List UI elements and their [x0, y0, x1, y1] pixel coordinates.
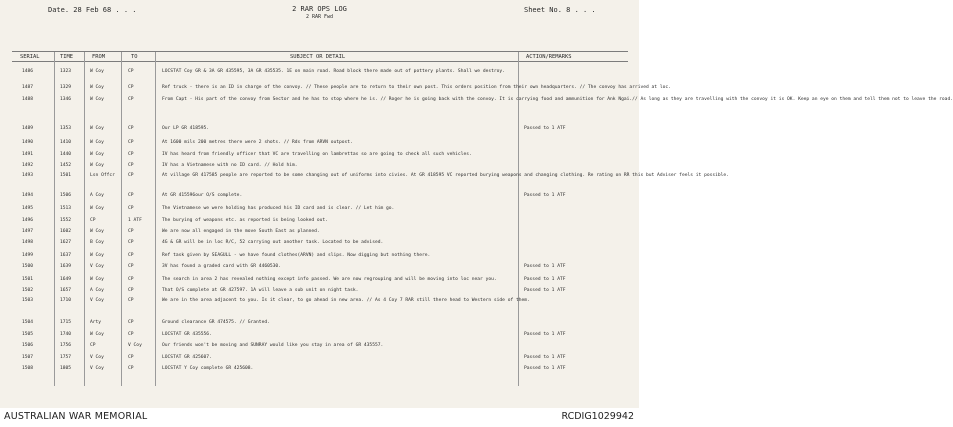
entry-detail: At GR 415596our O/S complete. [162, 193, 243, 198]
entry-to: CP [128, 173, 134, 178]
entry-to: CP [128, 264, 134, 269]
entry-detail: We are in the area adjacent to you. Is it clear, to go ahead in new area. // As 4 Coy 7 RAR still there head to Western side of them. [162, 298, 530, 303]
entry-serial: 1507 [22, 355, 34, 360]
entry-time: 1715 [60, 320, 72, 325]
entry-from: W Coy [90, 97, 104, 102]
entry-to: CP [128, 320, 134, 325]
entry-detail: The Vietnamese we were holding has produced his ID card and is clear. // Let him go. [162, 206, 395, 211]
entry-serial: 1502 [22, 288, 34, 293]
entry-detail: From Capt - His part of the convoy from Sector and he has to stop where he is. // Roger he is going back with the convoy. It is carrying food and ammunition for Ank Ngai.// As long as they are travelling with the convoy it is OK. Keep an eye on them and tell them not to leave the road. [162, 97, 953, 102]
log-title: 2 RAR OPS LOG [292, 5, 347, 13]
entry-serial: 1494 [22, 193, 34, 198]
entry-to: CP [128, 97, 134, 102]
entry-from: W Coy [90, 140, 104, 145]
entry-from: W Coy [90, 277, 104, 282]
entry-serial: 1491 [22, 152, 34, 157]
entry-to: 1 ATF [128, 218, 142, 223]
entry-action: Passed to 1 ATF [524, 288, 566, 293]
entry-to: CP [128, 253, 134, 258]
column-header-serial: SERIAL [20, 54, 40, 60]
entry-serial: 1488 [22, 97, 34, 102]
entry-detail: Our LP GR 418595. [162, 126, 210, 131]
entry-time: 1756 [60, 343, 72, 348]
entry-time: 1657 [60, 288, 72, 293]
header-bottom-rule [12, 61, 628, 62]
entry-from: Lsn Offcr [90, 173, 115, 178]
entry-time: 1513 [60, 206, 72, 211]
column-divider [84, 52, 85, 386]
column-divider [121, 52, 122, 386]
column-header-from: FROM [92, 54, 105, 60]
entry-from: W Coy [90, 229, 104, 234]
entry-from: W Coy [90, 163, 104, 168]
entry-serial: 1487 [22, 85, 34, 90]
entry-serial: 1489 [22, 126, 34, 131]
entry-detail: IV has heard from friendly officer that VC are travelling on lambrettas so are going to check all such vehicles. [162, 152, 472, 157]
entry-from: W Coy [90, 332, 104, 337]
entry-to: CP [128, 355, 134, 360]
entry-to: CP [128, 240, 134, 245]
entry-detail: LOCSTAT GR 425607. [162, 355, 212, 360]
entry-to: V Coy [128, 343, 142, 348]
entry-to: CP [128, 193, 134, 198]
entry-action: Passed to 1 ATF [524, 355, 566, 360]
entry-serial: 1490 [22, 140, 34, 145]
entry-detail: LOCSTAT Y Coy complete GR 425608. [162, 366, 254, 371]
column-header-action: ACTION/REMARKS [526, 54, 572, 60]
entry-from: V Coy [90, 366, 104, 371]
entry-to: CP [128, 140, 134, 145]
entry-from: Arty [90, 320, 102, 325]
entry-to: CP [128, 366, 134, 371]
entry-time: 1501 [60, 173, 72, 178]
entry-detail: Ground clearance GR 474575. // Granted. [162, 320, 270, 325]
entry-action: Passed to 1 ATF [524, 264, 566, 269]
entry-detail: 3V has found a graded card with GR 4460530. [162, 264, 281, 269]
archive-footer [0, 408, 639, 427]
sheet-number: Sheet No. 8 . . . [524, 6, 596, 14]
entry-serial: 1503 [22, 298, 34, 303]
entry-detail: Ref task given by SEAGULL - we have found clothes(ARVN) and slips. Now digging but nothing there. [162, 253, 431, 258]
archive-reference: RCDIG1029942 [561, 411, 634, 422]
entry-detail: Our friends won't be moving and SUNRAY would like you stay in area of GR 435557. [162, 343, 384, 348]
entry-to: CP [128, 163, 134, 168]
entry-time: 1627 [60, 240, 72, 245]
entry-time: 1329 [60, 85, 72, 90]
entry-from: W Coy [90, 253, 104, 258]
entry-detail: 4G & GR will be in loc R/C, 52 carrying out another task. Located to be advised. [162, 240, 384, 245]
entry-to: CP [128, 298, 134, 303]
column-header-time: TIME [60, 54, 73, 60]
entry-to: CP [128, 288, 134, 293]
entry-detail: At village GR 417585 people are reported to be some changing out of uniforms into civies. At GR 418595 VC reported burying weapons and changing clothing. Re rating on RR this but Adviser feels it possible. [162, 173, 729, 178]
entry-serial: 1506 [22, 343, 34, 348]
entry-action: Passed to 1 ATF [524, 332, 566, 337]
entry-time: 1440 [60, 152, 72, 157]
entry-time: 1506 [60, 193, 72, 198]
entry-from: A Coy [90, 288, 104, 293]
entry-detail: Ref truck - there is an ID in charge of the convoy. // These people are to return to their own post. This orders position from their own headquarters. // The convoy has arrived at loc. [162, 85, 671, 90]
entry-to: CP [128, 332, 134, 337]
entry-detail: At 1600 mils 200 metres there were 2 shots. // Rds from ARVN outpost. [162, 140, 353, 145]
entry-detail: The burying of weapons etc. as reported is being looked out. [162, 218, 328, 223]
entry-time: 1805 [60, 366, 72, 371]
log-subtitle: 2 RAR Fwd [305, 14, 334, 20]
column-header-detail: SUBJECT OR DETAIL [290, 54, 346, 60]
entry-from: W Coy [90, 85, 104, 90]
entry-from: V Coy [90, 298, 104, 303]
entry-to: CP [128, 85, 134, 90]
column-header-to: TO [131, 54, 138, 60]
entry-to: CP [128, 277, 134, 282]
entry-from: B Coy [90, 240, 104, 245]
entry-time: 1602 [60, 229, 72, 234]
entry-from: CP [90, 218, 96, 223]
entry-serial: 1499 [22, 253, 34, 258]
entry-time: 1410 [60, 140, 72, 145]
entry-from: V Coy [90, 355, 104, 360]
entry-serial: 1504 [22, 320, 34, 325]
entry-serial: 1495 [22, 206, 34, 211]
entry-detail: LOCSTAT GR 435556. [162, 332, 212, 337]
entry-serial: 1493 [22, 173, 34, 178]
entry-time: 1649 [60, 277, 72, 282]
log-date: Date. 28 Feb 68 . . . [48, 6, 137, 14]
entry-serial: 1501 [22, 277, 34, 282]
entry-from: CP [90, 343, 96, 348]
entry-to: CP [128, 206, 134, 211]
entry-from: W Coy [90, 152, 104, 157]
entry-to: CP [128, 126, 134, 131]
entry-time: 1346 [60, 97, 72, 102]
archive-name: AUSTRALIAN WAR MEMORIAL [4, 411, 148, 422]
entry-time: 1452 [60, 163, 72, 168]
entry-serial: 1508 [22, 366, 34, 371]
column-divider [54, 52, 55, 386]
entry-action: Passed to 1 ATF [524, 126, 566, 131]
entry-detail: We are now all engaged in the move South East as planned. [162, 229, 320, 234]
header-top-rule [12, 51, 628, 52]
entry-time: 1740 [60, 332, 72, 337]
entry-serial: 1497 [22, 229, 34, 234]
entry-from: A Coy [90, 193, 104, 198]
entry-to: CP [128, 152, 134, 157]
entry-time: 1639 [60, 264, 72, 269]
entry-serial: 1486 [22, 69, 34, 74]
entry-to: CP [128, 229, 134, 234]
entry-detail: LOCSTAT Coy GR & 3A GR 435595, 3A GR 435535. 1E on main road. Road block there made out of pottery plants. Shall we destroy. [162, 69, 505, 74]
entry-serial: 1492 [22, 163, 34, 168]
entry-serial: 1496 [22, 218, 34, 223]
entry-time: 1552 [60, 218, 72, 223]
entry-detail: IV has a Vietnamese with no ID card. // Hold him. [162, 163, 298, 168]
entry-action: Passed to 1 ATF [524, 277, 566, 282]
entry-from: W Coy [90, 69, 104, 74]
entry-action: Passed to 1 ATF [524, 366, 566, 371]
entry-from: W Coy [90, 126, 104, 131]
entry-time: 1637 [60, 253, 72, 258]
column-divider [155, 52, 156, 386]
entry-serial: 1500 [22, 264, 34, 269]
entry-time: 1353 [60, 126, 72, 131]
entry-action: Passed to 1 ATF [524, 193, 566, 198]
entry-to: CP [128, 69, 134, 74]
entry-serial: 1498 [22, 240, 34, 245]
entry-from: W Coy [90, 206, 104, 211]
entry-detail: The search in area 2 has revealed nothing except info passed. We are now regrouping and will be moving into loc near you. [162, 277, 497, 282]
entry-from: V Coy [90, 264, 104, 269]
entry-serial: 1505 [22, 332, 34, 337]
entry-detail: That O/S complete at GR 427597. 1A will leave a sub unit on night task. [162, 288, 359, 293]
entry-time: 1710 [60, 298, 72, 303]
entry-time: 1757 [60, 355, 72, 360]
entry-time: 1323 [60, 69, 72, 74]
